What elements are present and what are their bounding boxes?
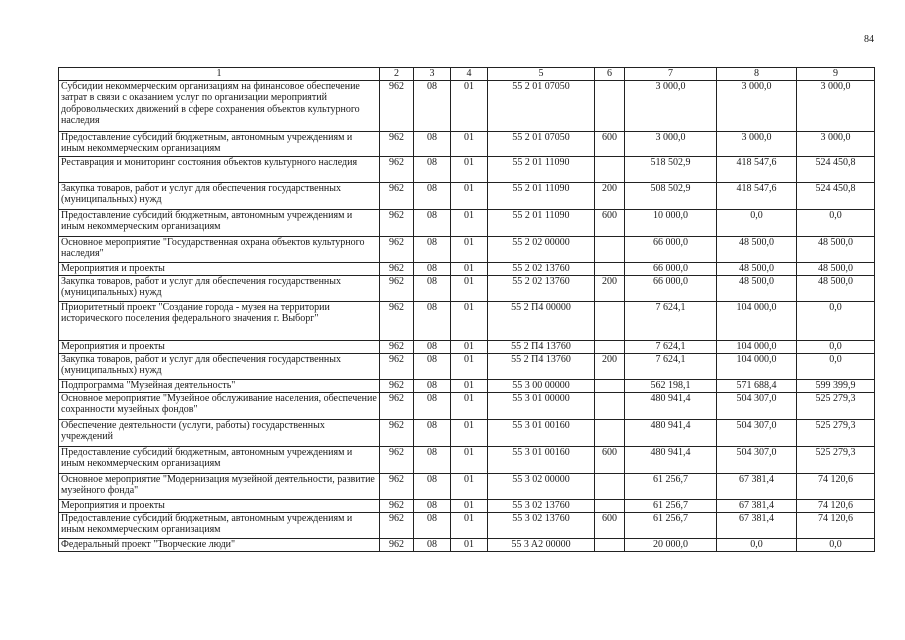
- target-article: 55 2 П4 13760: [488, 340, 595, 353]
- amount-col-7: 518 502,9: [625, 156, 717, 182]
- amount-col-7: 20 000,0: [625, 538, 717, 551]
- header-row: [59, 68, 875, 81]
- item-name: Мероприятия и проекты: [59, 262, 380, 275]
- expense-type: 200: [595, 182, 625, 209]
- target-article: 55 2 01 07050: [488, 80, 595, 131]
- amount-col-8: 3 000,0: [717, 80, 797, 131]
- table-row: [59, 499, 875, 512]
- section-code: 08: [414, 182, 451, 209]
- amount-col-9: 74 120,6: [797, 512, 875, 538]
- ministry-code: 962: [380, 446, 414, 473]
- amount-col-8: 67 381,4: [717, 512, 797, 538]
- amount-col-8: 504 307,0: [717, 392, 797, 419]
- target-article: 55 3 02 13760: [488, 499, 595, 512]
- amount-col-8: 418 547,6: [717, 156, 797, 182]
- amount-col-9: 3 000,0: [797, 80, 875, 131]
- amount-col-8: 48 500,0: [717, 236, 797, 262]
- amount-col-9: 524 450,8: [797, 182, 875, 209]
- amount-col-7: 480 941,4: [625, 392, 717, 419]
- amount-col-9: 524 450,8: [797, 156, 875, 182]
- item-name: Основное мероприятие "Музейное обслуживание населения, обеспечение сохранности музейных фондов": [59, 392, 380, 419]
- amount-col-7: 3 000,0: [625, 131, 717, 156]
- amount-col-7: 7 624,1: [625, 301, 717, 340]
- amount-col-7: 480 941,4: [625, 446, 717, 473]
- subsection-code: 01: [451, 419, 488, 446]
- ministry-code: 962: [380, 131, 414, 156]
- amount-col-9: 525 279,3: [797, 392, 875, 419]
- amount-col-7: 61 256,7: [625, 499, 717, 512]
- amount-col-9: 0,0: [797, 353, 875, 379]
- amount-col-7: 508 502,9: [625, 182, 717, 209]
- table-row: [59, 446, 875, 473]
- target-article: 55 2 01 07050: [488, 131, 595, 156]
- target-article: 55 2 01 11090: [488, 209, 595, 236]
- section-code: 08: [414, 538, 451, 551]
- amount-col-7: 7 624,1: [625, 353, 717, 379]
- subsection-code: 01: [451, 499, 488, 512]
- table-row: [59, 392, 875, 419]
- ministry-code: 962: [380, 538, 414, 551]
- ministry-code: 962: [380, 80, 414, 131]
- amount-col-8: 104 000,0: [717, 353, 797, 379]
- target-article: 55 3 01 00160: [488, 419, 595, 446]
- section-code: 08: [414, 236, 451, 262]
- amount-col-7: 3 000,0: [625, 80, 717, 131]
- subsection-code: 01: [451, 209, 488, 236]
- column-header-3: 3: [414, 68, 451, 81]
- section-code: 08: [414, 209, 451, 236]
- item-name: Предоставление субсидий бюджетным, автономным учреждениям и иным некоммерческим организациям: [59, 209, 380, 236]
- section-code: 08: [414, 512, 451, 538]
- table-row: [59, 131, 875, 156]
- ministry-code: 962: [380, 419, 414, 446]
- expense-type: [595, 379, 625, 392]
- expense-type: [595, 392, 625, 419]
- target-article: 55 2 02 13760: [488, 262, 595, 275]
- table-row: [59, 262, 875, 275]
- target-article: 55 3 00 00000: [488, 379, 595, 392]
- subsection-code: 01: [451, 131, 488, 156]
- amount-col-7: 10 000,0: [625, 209, 717, 236]
- budget-table: [58, 67, 875, 552]
- expense-type: 600: [595, 131, 625, 156]
- ministry-code: 962: [380, 473, 414, 499]
- section-code: 08: [414, 275, 451, 301]
- item-name: Предоставление субсидий бюджетным, автономным учреждениям и иным некоммерческим организациям: [59, 512, 380, 538]
- section-code: 08: [414, 156, 451, 182]
- section-code: 08: [414, 419, 451, 446]
- target-article: 55 2 02 00000: [488, 236, 595, 262]
- amount-col-9: 599 399,9: [797, 379, 875, 392]
- subsection-code: 01: [451, 301, 488, 340]
- amount-col-8: 104 000,0: [717, 340, 797, 353]
- column-header-6: 6: [595, 68, 625, 81]
- table-row: [59, 340, 875, 353]
- item-name: Субсидии некоммерческим организациям на финансовое обеспечение затрат в связи с оказанием услуг по организации мероприятий добровольческих движений в сфере сохранения объектов культурного наследия: [59, 80, 380, 131]
- table-row: [59, 419, 875, 446]
- table-row: [59, 353, 875, 379]
- ministry-code: 962: [380, 512, 414, 538]
- amount-col-7: 7 624,1: [625, 340, 717, 353]
- ministry-code: 962: [380, 392, 414, 419]
- expense-type: 600: [595, 446, 625, 473]
- ministry-code: 962: [380, 379, 414, 392]
- ministry-code: 962: [380, 236, 414, 262]
- amount-col-8: 418 547,6: [717, 182, 797, 209]
- subsection-code: 01: [451, 262, 488, 275]
- section-code: 08: [414, 262, 451, 275]
- amount-col-8: 504 307,0: [717, 446, 797, 473]
- column-header-2: 2: [380, 68, 414, 81]
- column-header-7: 7: [625, 68, 717, 81]
- table-row: [59, 379, 875, 392]
- expense-type: [595, 473, 625, 499]
- subsection-code: 01: [451, 379, 488, 392]
- subsection-code: 01: [451, 512, 488, 538]
- subsection-code: 01: [451, 392, 488, 419]
- column-header-1: 1: [59, 68, 380, 81]
- subsection-code: 01: [451, 340, 488, 353]
- amount-col-9: 3 000,0: [797, 131, 875, 156]
- amount-col-7: 480 941,4: [625, 419, 717, 446]
- amount-col-8: 504 307,0: [717, 419, 797, 446]
- column-header-8: 8: [717, 68, 797, 81]
- table-row: [59, 156, 875, 182]
- item-name: Подпрограмма "Музейная деятельность": [59, 379, 380, 392]
- amount-col-9: 48 500,0: [797, 275, 875, 301]
- amount-col-7: 61 256,7: [625, 512, 717, 538]
- subsection-code: 01: [451, 156, 488, 182]
- table-row: [59, 236, 875, 262]
- table-row: [59, 538, 875, 551]
- target-article: 55 3 A2 00000: [488, 538, 595, 551]
- table-row: [59, 473, 875, 499]
- amount-col-8: 48 500,0: [717, 275, 797, 301]
- ministry-code: 962: [380, 156, 414, 182]
- section-code: 08: [414, 131, 451, 156]
- amount-col-9: 74 120,6: [797, 499, 875, 512]
- amount-col-7: 61 256,7: [625, 473, 717, 499]
- table-row: [59, 275, 875, 301]
- expense-type: [595, 262, 625, 275]
- section-code: 08: [414, 499, 451, 512]
- item-name: Обеспечение деятельности (услуги, работы) государственных учреждений: [59, 419, 380, 446]
- item-name: Закупка товаров, работ и услуг для обеспечения государственных (муниципальных) нужд: [59, 275, 380, 301]
- expense-type: 200: [595, 275, 625, 301]
- column-header-5: 5: [488, 68, 595, 81]
- item-name: Закупка товаров, работ и услуг для обеспечения государственных (муниципальных) нужд: [59, 182, 380, 209]
- item-name: Мероприятия и проекты: [59, 340, 380, 353]
- item-name: Предоставление субсидий бюджетным, автономным учреждениям и иным некоммерческим организациям: [59, 131, 380, 156]
- expense-type: [595, 156, 625, 182]
- expense-type: 200: [595, 353, 625, 379]
- ministry-code: 962: [380, 353, 414, 379]
- column-header-4: 4: [451, 68, 488, 81]
- table-row: [59, 182, 875, 209]
- section-code: 08: [414, 379, 451, 392]
- amount-col-9: 525 279,3: [797, 419, 875, 446]
- expense-type: [595, 340, 625, 353]
- item-name: Федеральный проект "Творческие люди": [59, 538, 380, 551]
- amount-col-8: 0,0: [717, 538, 797, 551]
- expense-type: [595, 419, 625, 446]
- item-name: Реставрация и мониторинг состояния объектов культурного наследия: [59, 156, 380, 182]
- target-article: 55 2 02 13760: [488, 275, 595, 301]
- item-name: Закупка товаров, работ и услуг для обеспечения государственных (муниципальных) нужд: [59, 353, 380, 379]
- amount-col-7: 66 000,0: [625, 262, 717, 275]
- amount-col-7: 66 000,0: [625, 275, 717, 301]
- amount-col-8: 3 000,0: [717, 131, 797, 156]
- target-article: 55 2 01 11090: [488, 182, 595, 209]
- amount-col-9: 48 500,0: [797, 262, 875, 275]
- ministry-code: 962: [380, 182, 414, 209]
- amount-col-9: 74 120,6: [797, 473, 875, 499]
- subsection-code: 01: [451, 275, 488, 301]
- amount-col-9: 48 500,0: [797, 236, 875, 262]
- expense-type: 600: [595, 512, 625, 538]
- amount-col-8: 0,0: [717, 209, 797, 236]
- amount-col-8: 67 381,4: [717, 473, 797, 499]
- ministry-code: 962: [380, 499, 414, 512]
- expense-type: [595, 538, 625, 551]
- item-name: Предоставление субсидий бюджетным, автономным учреждениям и иным некоммерческим организациям: [59, 446, 380, 473]
- target-article: 55 2 01 11090: [488, 156, 595, 182]
- ministry-code: 962: [380, 340, 414, 353]
- amount-col-8: 67 381,4: [717, 499, 797, 512]
- column-header-9: 9: [797, 68, 875, 81]
- expense-type: 600: [595, 209, 625, 236]
- target-article: 55 2 П4 00000: [488, 301, 595, 340]
- amount-col-7: 66 000,0: [625, 236, 717, 262]
- target-article: 55 3 01 00160: [488, 446, 595, 473]
- table-body: [59, 80, 875, 551]
- section-code: 08: [414, 446, 451, 473]
- section-code: 08: [414, 301, 451, 340]
- table-row: [59, 80, 875, 131]
- section-code: 08: [414, 353, 451, 379]
- amount-col-9: 0,0: [797, 209, 875, 236]
- target-article: 55 2 П4 13760: [488, 353, 595, 379]
- target-article: 55 3 02 00000: [488, 473, 595, 499]
- ministry-code: 962: [380, 275, 414, 301]
- subsection-code: 01: [451, 182, 488, 209]
- subsection-code: 01: [451, 538, 488, 551]
- target-article: 55 3 02 13760: [488, 512, 595, 538]
- amount-col-8: 48 500,0: [717, 262, 797, 275]
- amount-col-8: 571 688,4: [717, 379, 797, 392]
- amount-col-9: 0,0: [797, 340, 875, 353]
- subsection-code: 01: [451, 353, 488, 379]
- subsection-code: 01: [451, 80, 488, 131]
- target-article: 55 3 01 00000: [488, 392, 595, 419]
- subsection-code: 01: [451, 236, 488, 262]
- item-name: Основное мероприятие "Модернизация музейной деятельности, развитие музейного фонда": [59, 473, 380, 499]
- amount-col-9: 0,0: [797, 301, 875, 340]
- section-code: 08: [414, 473, 451, 499]
- expense-type: [595, 499, 625, 512]
- subsection-code: 01: [451, 473, 488, 499]
- amount-col-7: 562 198,1: [625, 379, 717, 392]
- expense-type: [595, 80, 625, 131]
- table-row: [59, 209, 875, 236]
- ministry-code: 962: [380, 301, 414, 340]
- item-name: Мероприятия и проекты: [59, 499, 380, 512]
- amount-col-9: 525 279,3: [797, 446, 875, 473]
- page-number: 84: [864, 34, 874, 45]
- ministry-code: 962: [380, 209, 414, 236]
- amount-col-8: 104 000,0: [717, 301, 797, 340]
- item-name: Основное мероприятие "Государственная охрана объектов культурного наследия": [59, 236, 380, 262]
- section-code: 08: [414, 392, 451, 419]
- expense-type: [595, 236, 625, 262]
- table-row: [59, 512, 875, 538]
- item-name: Приоритетный проект "Создание города - музея на территории исторического поселения федерального значения г. Выборг": [59, 301, 380, 340]
- expense-type: [595, 301, 625, 340]
- table-row: [59, 301, 875, 340]
- ministry-code: 962: [380, 262, 414, 275]
- section-code: 08: [414, 340, 451, 353]
- subsection-code: 01: [451, 446, 488, 473]
- section-code: 08: [414, 80, 451, 131]
- amount-col-9: 0,0: [797, 538, 875, 551]
